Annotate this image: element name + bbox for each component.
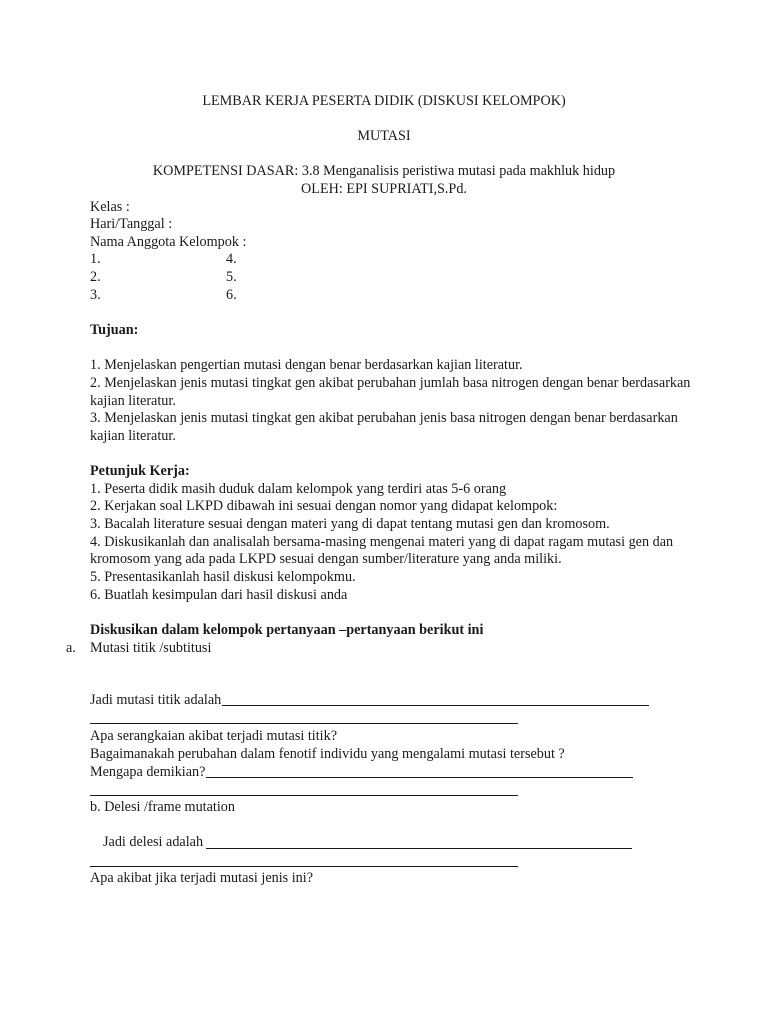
objective-line: 1. Menjelaskan pengertian mutasi dengan benar berdasarkan kajian literatur. [90, 357, 523, 373]
question-line: Mengapa demikian? [90, 764, 206, 780]
group-members-label: Nama Anggota Kelompok : [90, 234, 247, 250]
objective-line: kajian literatur. [90, 393, 176, 409]
objective-line: 2. Menjelaskan jenis mutasi tingkat gen akibat perubahan jumlah basa nitrogen dengan benar berdasarkan [90, 375, 691, 391]
objectives-heading: Tujuan: [90, 322, 139, 338]
author-line: OLEH: EPI SUPRIATI,S.Pd. [301, 181, 467, 197]
instruction-line: 5. Presentasikanlah hasil diskusi kelompokmu. [90, 569, 356, 585]
instruction-line: kromosom yang ada pada LKPD sesuai dengan sumber/literature yang anda miliki. [90, 551, 562, 567]
instruction-line: 3. Bacalah literature sesuai dengan materi yang di dapat tentang mutasi gen dan kromosom. [90, 516, 610, 532]
class-label: Kelas : [90, 199, 130, 215]
competency-line: KOMPETENSI DASAR: 3.8 Menganalisis peristiwa mutasi pada makhluk hidup [152, 163, 616, 179]
member-number: 1. [90, 251, 101, 267]
deletion-definition-prompt: Jadi delesi adalah [103, 834, 204, 850]
objective-line: kajian literatur. [90, 428, 176, 444]
date-label: Hari/Tanggal : [90, 216, 173, 232]
worksheet-subtitle: MUTASI [357, 128, 411, 144]
discussion-heading: Diskusikan dalam kelompok pertanyaan –pertanyaan berikut ini [90, 622, 484, 638]
member-number: 4. [226, 251, 237, 267]
question-line: Bagaimanakah perubahan dalam fenotif individu yang mengalami mutasi tersebut ? [90, 746, 565, 762]
instruction-line: 4. Diskusikanlah dan analisalah bersama-masing mengenai materi yang di dapat ragam mutasi gen dan [90, 534, 674, 550]
instruction-line: 6. Buatlah kesimpulan dari hasil diskusi anda [90, 587, 348, 603]
member-number: 6. [226, 287, 237, 303]
instruction-line: 2. Kerjakan soal LKPD dibawah ini sesuai dengan nomor yang didapat kelompok: [90, 498, 558, 514]
objective-line: 3. Menjelaskan jenis mutasi tingkat gen akibat perubahan jenis basa nitrogen dengan benar berdasarkan [90, 410, 678, 426]
answer-blank-line[interactable] [90, 723, 518, 724]
instruction-line: 1. Peserta didik masih duduk dalam kelompok yang terdiri atas 5-6 orang [90, 481, 507, 497]
answer-blank-line[interactable] [90, 866, 518, 867]
member-number: 3. [90, 287, 101, 303]
answer-blank-line[interactable] [90, 795, 518, 796]
worksheet-title: LEMBAR KERJA PESERTA DIDIK (DISKUSI KELOMPOK) [202, 93, 566, 109]
instructions-heading: Petunjuk Kerja: [90, 463, 190, 479]
question-line: Apa akibat jika terjadi mutasi jenis ini? [90, 870, 313, 886]
answer-blank-line[interactable] [206, 848, 632, 849]
item-a-title: Mutasi titik /subtitusi [90, 640, 212, 656]
item-a-marker: a. [66, 640, 76, 656]
point-mutation-definition-prompt: Jadi mutasi titik adalah [90, 692, 222, 708]
member-number: 5. [226, 269, 237, 285]
answer-blank-line[interactable] [206, 777, 633, 778]
item-b-title: b. Delesi /frame mutation [90, 799, 235, 815]
member-number: 2. [90, 269, 101, 285]
answer-blank-line[interactable] [222, 705, 649, 706]
question-line: Apa serangkaian akibat terjadi mutasi titik? [90, 728, 338, 744]
